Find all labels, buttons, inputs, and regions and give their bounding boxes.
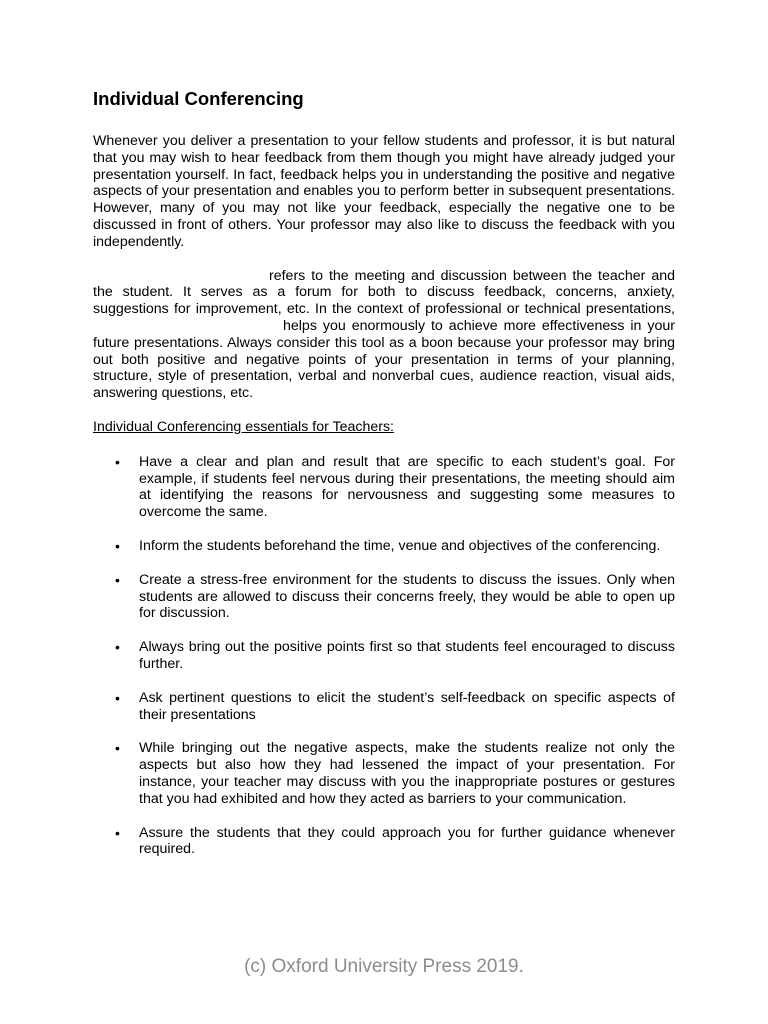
list-item: [93, 454, 675, 521]
bullet-icon: •: [115, 453, 120, 470]
list-item: [93, 825, 675, 859]
list-item: [93, 538, 675, 555]
bullet-icon: •: [115, 639, 120, 656]
definition-part-1: refers to the meeting and discussion between the teacher and the student. It serves as a forum for both to discuss feedback, concerns, anxiety, suggestions for improvement, etc. In the context of professional or technical presentations,: [93, 267, 675, 318]
document-title: Individual Conferencing: [93, 88, 304, 109]
bullet-icon: •: [115, 571, 120, 588]
list-item-text: Have a clear and plan and result that are specific to each student’s goal. For example, if students feel nervous during their presentations, the meeting should aim at identifying the reasons for nervousness and suggesting some measures to overcome the same.: [139, 453, 675, 521]
bullet-icon: •: [115, 824, 120, 841]
bullet-icon: •: [115, 537, 120, 554]
list-item-text: Create a stress-free environment for the students to discuss the issues. Only when students are allowed to discuss their concerns freely, they would be able to open up for discussion.: [139, 571, 675, 622]
definition-part-2: helps you enormously to achieve more effectiveness in your future presentations. Always consider this tool as a boon because your professor may bring out both positive and negative points of your presentation in terms of your planning, structure, style of presentation, verbal and nonverbal cues, audience reaction, visual aids, answering questions, etc.: [93, 317, 675, 402]
list-item-text: Ask pertinent questions to elicit the student’s self-feedback on specific aspects of their presentations: [139, 689, 675, 723]
document-page: [93, 86, 675, 875]
list-item-text: Always bring out the positive points first so that students feel encouraged to discuss further.: [139, 639, 675, 672]
list-item: [93, 740, 675, 807]
intro-paragraph: Whenever you deliver a presentation to your fellow students and professor, it is but natural that you may wish to hear feedback from them though you might have already judged your presentation yourself. In fact, feedback helps you in understanding the positive and negative aspects of your presentation and enables you to perform better in subsequent presentations. However, many of you may not like your feedback, especially the negative one to be discussed in front of others. Your professor may also like to discuss the feedback with you independently.: [93, 133, 675, 250]
essentials-list: [93, 454, 675, 858]
list-item-text: While bringing out the negative aspects, make the students realize not only the aspects but also how they had lessened the impact of your presentation. For instance, your teacher may discuss with you the inappropriate postures or gestures that you had exhibited and how they acted as barriers to your communication.: [139, 740, 675, 807]
list-item: [93, 572, 675, 622]
bullet-icon: •: [115, 689, 120, 706]
list-item: [93, 690, 675, 724]
list-item: [93, 639, 675, 673]
bullet-icon: •: [115, 740, 120, 757]
copyright-footer: (c) Oxford University Press 2019.: [244, 956, 524, 977]
definition-paragraph: [93, 268, 675, 402]
list-item-text: Inform the students beforehand the time, venue and objectives of the conferencing.: [139, 537, 661, 554]
list-item-text: Assure the students that they could approach you for further guidance whenever required.: [139, 824, 675, 858]
section-heading: Individual Conferencing essentials for Teachers:: [93, 418, 394, 435]
